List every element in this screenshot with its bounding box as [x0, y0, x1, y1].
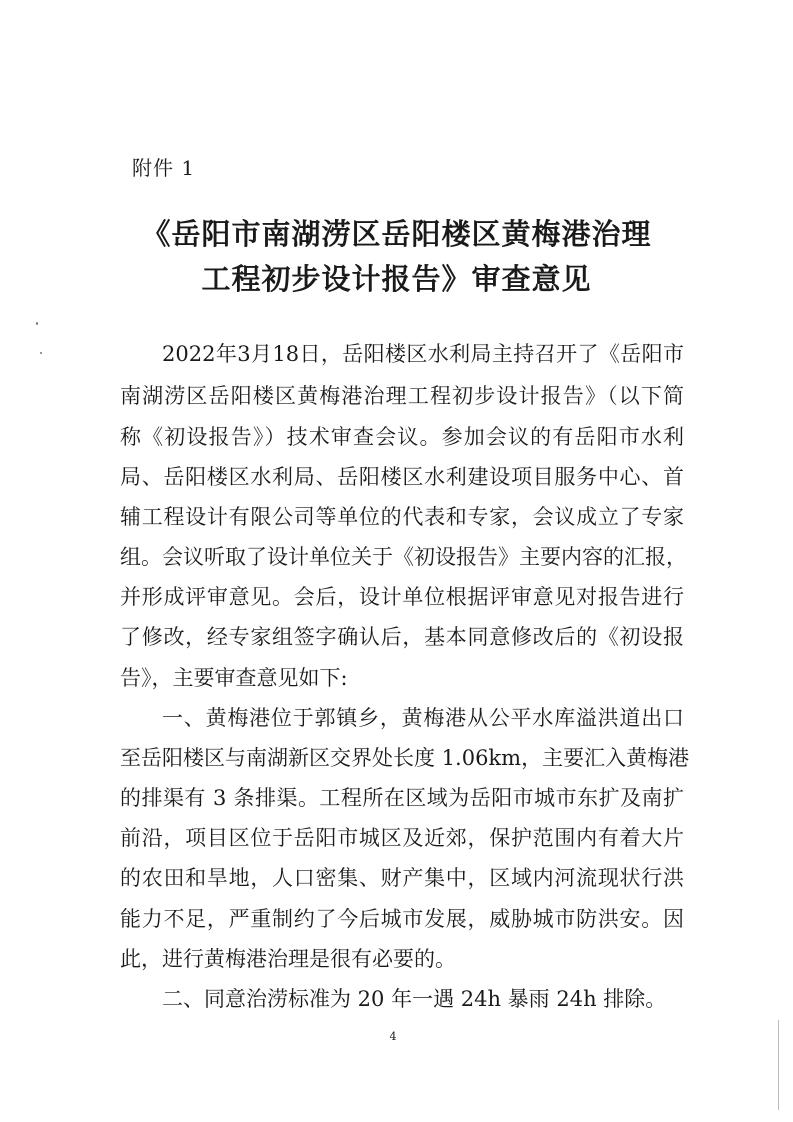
- body-line: 一、黄梅港位于郭镇乡，黄梅港从公平水库溢洪道出口: [162, 706, 684, 730]
- body-line: 局、岳阳楼区水利局、岳阳楼区水利建设项目服务中心、首: [120, 465, 684, 489]
- page-number: 4: [389, 1030, 397, 1043]
- body-line: 二、同意治涝标准为 20 年一遇 24h 暴雨 24h 排除。: [162, 987, 667, 1011]
- body-line: 至岳阳楼区与南湖新区交界处长度 1.06km，主要汇入黄梅港: [120, 746, 690, 770]
- body-line: 并形成评审意见。会后，设计单位根据评审意见对报告进行: [120, 585, 684, 609]
- body-line: 2022年3月18日，岳阳楼区水利局主持召开了《岳阳市: [162, 342, 684, 366]
- scan-speck: [36, 322, 38, 325]
- body-line: 能力不足，严重制约了今后城市发展，威胁城市防洪安。因: [120, 907, 684, 931]
- body-line: 告》，主要审查意见如下:: [120, 666, 348, 690]
- body-line: 组。会议听取了设计单位关于《初设报告》主要内容的汇报，: [120, 545, 687, 569]
- document-title-line-2: 工程初步设计报告》审查意见: [201, 262, 592, 296]
- document-title-line-1: 《岳阳市南湖涝区岳阳楼区黄梅港治理: [141, 217, 652, 251]
- scan-edge-mark: [778, 1020, 779, 1110]
- body-line: 的排渠有 3 条排渠。工程所在区域为岳阳市城市东扩及南扩: [120, 786, 684, 810]
- attachment-label: 附件 1: [132, 156, 196, 180]
- body-line: 了修改，经专家组签字确认后，基本同意修改后的《初设报: [120, 625, 684, 649]
- scan-speck: [40, 352, 42, 354]
- body-line: 辅工程设计有限公司等单位的代表和专家，会议成立了专家: [120, 505, 684, 529]
- body-line: 的农田和旱地，人口密集、财产集中，区域内河流现状行洪: [120, 866, 684, 890]
- body-line: 此，进行黄梅港治理是很有必要的。: [120, 947, 456, 971]
- body-line: 前沿，项目区位于岳阳市城区及近郊，保护范围内有着大片: [120, 826, 684, 850]
- body-line: 南湖涝区岳阳楼区黄梅港治理工程初步设计报告》（以下简: [120, 384, 684, 408]
- body-line: 称《初设报告》）技术审查会议。参加会议的有岳阳市水利: [120, 425, 684, 449]
